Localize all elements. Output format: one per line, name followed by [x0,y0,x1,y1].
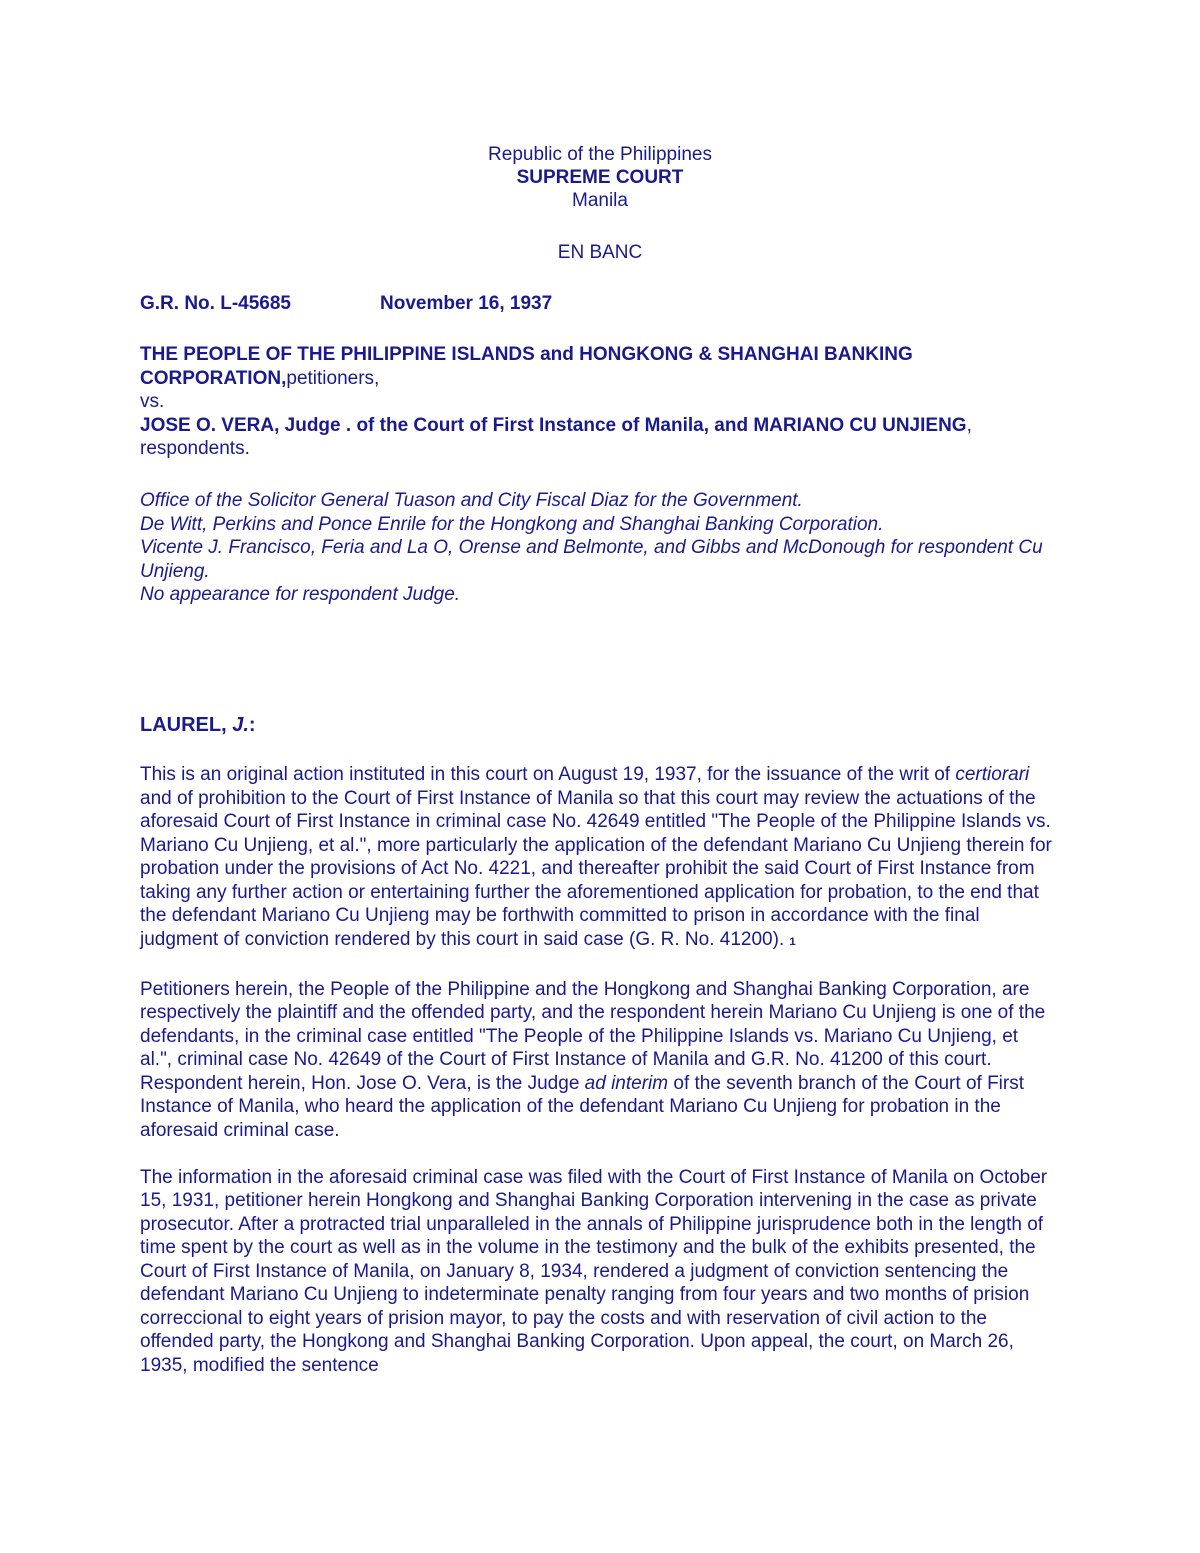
respondents-line [140,414,1060,461]
italic-term: ad interim [584,1072,669,1094]
italic-term: certiorari [955,764,1030,785]
paragraph-text: This is an original action instituted in this court on August 19, 1937, for the issuance of the writ of [140,764,956,785]
counsel-line: Office of the Solicitor General Tuason and City Fiscal Diaz for the Government. [140,490,803,511]
petitioners-name: THE PEOPLE OF THE PHILIPPINE ISLANDS and HONGKONG & SHANGHAI BANKING CORPORATION, [140,344,913,389]
respondents-role: , respondents. [140,414,972,459]
counsel-line: De Witt, Perkins and Ponce Enrile for the Hongkong and Shanghai Banking Corporation. [140,513,884,535]
decision-body [140,763,1052,1401]
case-parties [140,343,1060,461]
counsel-list [140,489,1060,607]
paragraph-text: Petitioners herein, the People of the Philippine and the Hongkong and Shanghai Banking Corporation, are respectively the plaintiff and the offended party, and the respondent herein Mariano Cu Unjieng is one of the defendants, in the criminal case entitled "The People of the Philippine Islands vs. Mariano Cu Unjieng, et al.", criminal case No. 42649 of the Court of First Instance of Manila and G.R. No. 41200 of this court. Respondent herein, Hon. Jose O. Vera, is the Judge [140,978,1046,1094]
body-paragraph [140,978,1052,1143]
court-city: Manila [572,190,628,211]
decision-date: November 16, 1937 [380,293,553,314]
petitioners-role: petitioners, [286,367,380,389]
counsel-line: Vicente J. Francisco, Feria and La O, Orense and Belmonte, and Gibbs and McDonough for respondent Cu Unjieng. [140,537,1043,582]
footnote-link[interactable]: 1 [789,935,796,948]
body-paragraph [140,763,1052,954]
ponente [140,714,1060,738]
case-number-line [140,292,1060,316]
ponente-name: LAUREL, [140,714,233,736]
versus-label: vs. [140,391,165,412]
ponente-suffix: : [248,714,256,736]
respondents-name: JOSE O. VERA, Judge . of the Court of First Instance of Manila, and MARIANO CU UNJIENG [140,414,967,436]
petitioners-line [140,343,1060,390]
ponente-title: J. [232,714,249,736]
body-paragraph: The information in the aforesaid criminal case was filed with the Court of First Instance of Manila on October 15, 1931, petitioner herein Hongkong and Shanghai Banking Corporation intervening in the case as private prosecutor. After a protracted trial unparalleled in the annals of Philippine jurisprudence both in the length of time spent by the court as well as in the volume in the testimony and the bulk of the exhibits presented, the Court of First Instance of Manila, on January 8, 1934, rendered a judgment of conviction sentencing the defendant Mariano Cu Unjieng to indeterminate penalty ranging from four years and two months of prision correccional to eight years of prision mayor, to pay the costs and with reservation of civil action to the offended party, the Hongkong and Shanghai Banking Corporation. Upon appeal, the court, on March 26, 1935, modified the sentence [140,1166,1048,1376]
republic-line: Republic of the Philippines [488,144,712,165]
court-division: EN BANC [557,242,643,263]
counsel-line: No appearance for respondent Judge. [140,584,461,605]
court-header [0,143,1200,264]
court-name: SUPREME COURT [516,167,684,188]
paragraph-text: and of prohibition to the Court of First Instance of Manila so that this court may review the actuations of the aforesaid Court of First Instance in criminal case No. 42649 entitled "The People of the Philippine Islands vs. Mariano Cu Unjieng, et al.", more particularly the application of the defendant Mariano Cu Unjieng therein for probation under the provisions of Act No. 4221, and thereafter prohibit the said Court of First Instance from taking any further action or entertaining further the aforementioned application for probation, to the end that the defendant Mariano Cu Unjieng may be forthwith committed to prison in accordance with the final judgment of conviction rendered by this court in said case (G. R. No. 41200). [140,787,1052,950]
paragraph-text: of the seventh branch of the Court of First Instance of Manila, who heard the application of the defendant Mariano Cu Unjieng for probation in the aforesaid criminal case. [140,1072,1025,1141]
gr-number: G.R. No. L-45685 [140,293,291,314]
